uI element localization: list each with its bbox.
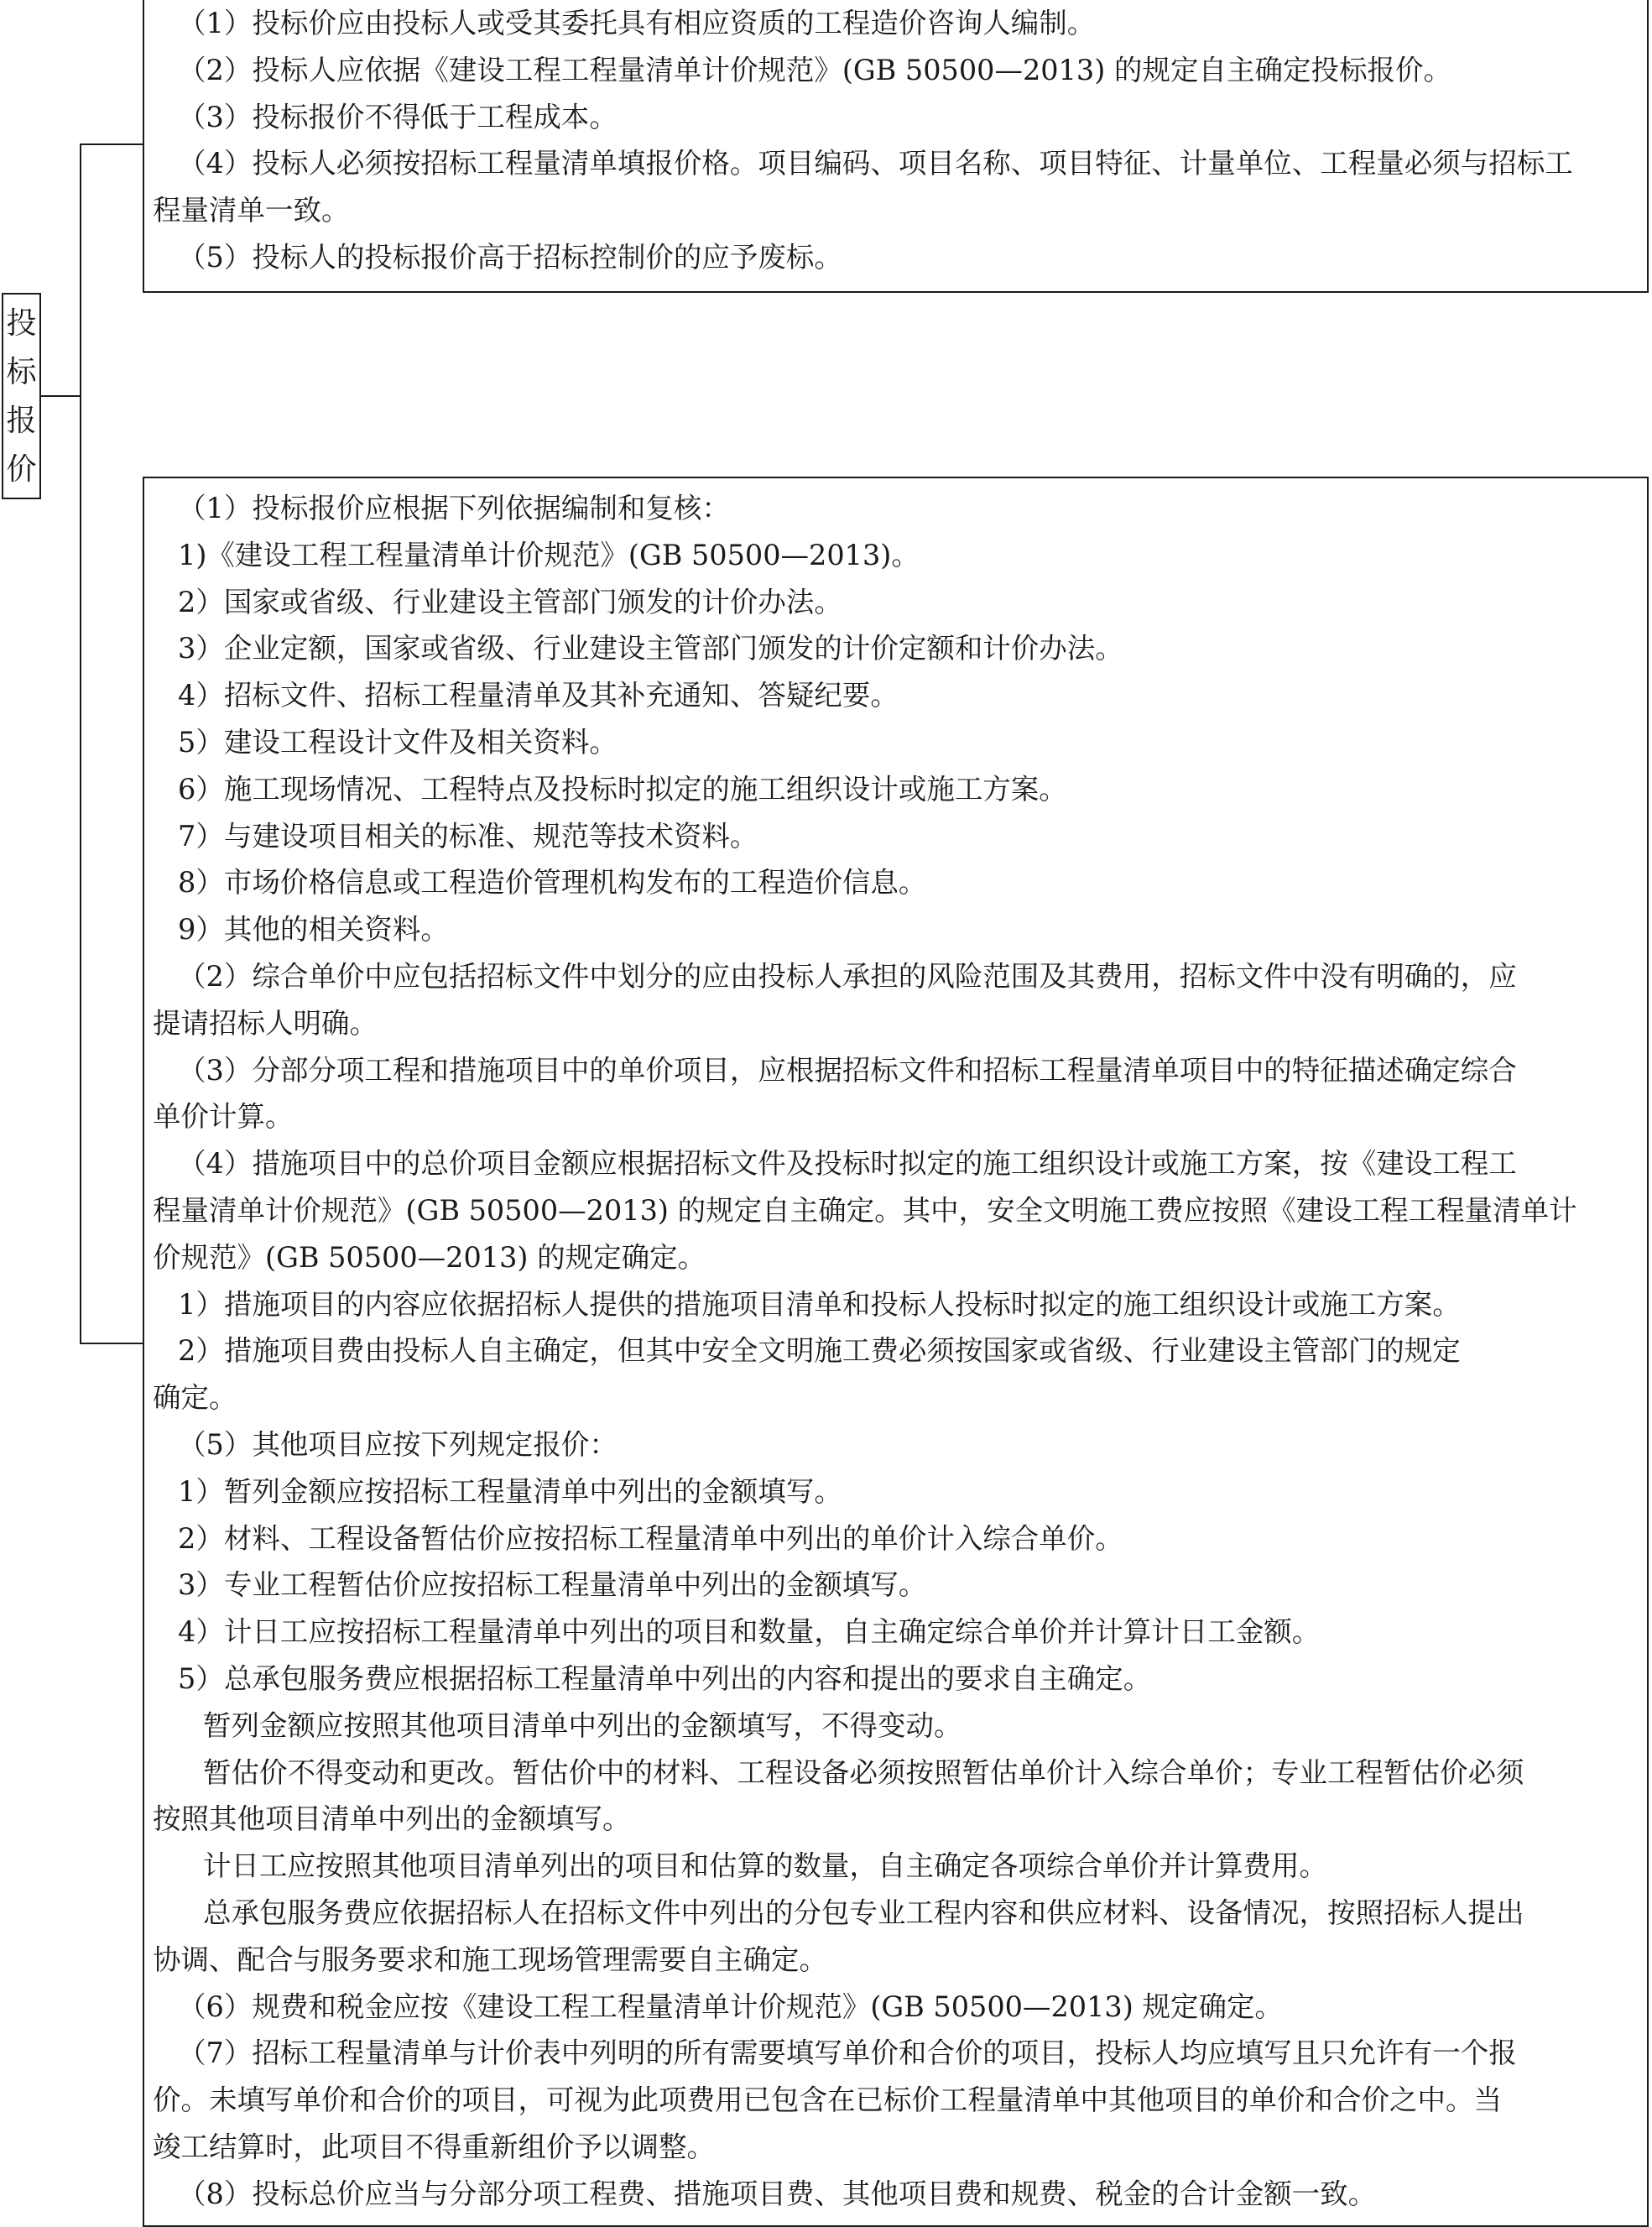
text-line: （2）综合单价中应包括招标文件中划分的应由投标人承担的风险范围及其费用，招标文件中没有明确的，应 [178, 959, 1517, 993]
text-line: 2）措施项目费由投标人自主确定，但其中安全文明施工费必须按国家或省级、行业建设主管部门的规定 [178, 1334, 1461, 1368]
connector-spine [80, 143, 81, 1343]
text-line: （5）其他项目应按下列规定报价： [178, 1427, 618, 1461]
branch-box-requirements [143, 0, 1649, 293]
text-line: 7）与建设项目相关的标准、规范等技术资料。 [178, 819, 758, 853]
text-line: （3）投标报价不得低于工程成本。 [178, 100, 618, 133]
text-line: 1)《建设工程工程量清单计价规范》(GB 50500—2013)。 [178, 538, 920, 571]
text-line: 3）企业定额，国家或省级、行业建设主管部门颁发的计价定额和计价办法。 [178, 632, 1123, 665]
text-line: （1）投标价应由投标人或受其委托具有相应资质的工程造价咨询人编制。 [178, 7, 1096, 39]
text-line: 2）材料、工程设备暂估价应按招标工程量清单中列出的单价计入综合单价。 [178, 1521, 1123, 1555]
connector-branch-bottom [80, 1343, 143, 1344]
text-line: （2）投标人应依据《建设工程工程量清单计价规范》(GB 50500—2013) 的规定自主确定投标报价。 [178, 53, 1451, 86]
text-line: （1）投标报价应根据下列依据编制和复核： [178, 492, 730, 524]
text-line: 计日工应按照其他项目清单列出的项目和估算的数量，自主确定各项综合单价并计算费用。 [203, 1849, 1327, 1883]
text-line: 4）招标文件、招标工程量清单及其补充通知、答疑纪要。 [178, 679, 899, 712]
text-line: （5）投标人的投标报价高于招标控制价的应予废标。 [178, 240, 842, 274]
text-line: 8）市场价格信息或工程造价管理机构发布的工程造价信息。 [178, 866, 927, 900]
text-line: 价。未填写单价和合价的项目，可视为此项费用已包含在已标价工程量清单中其他项目的单价和合价之中。当 [153, 2084, 1502, 2117]
connector-stub [41, 395, 81, 397]
text-line: （8）投标总价应当与分部分项工程费、措施项目费、其他项目费和规费、税金的合计金额一致。 [178, 2177, 1377, 2210]
text-line: （4）措施项目中的总价项目金额应根据招标文件及投标时拟定的施工组织设计或施工方案，按《建设工程工 [178, 1147, 1517, 1181]
text-line: 6）施工现场情况、工程特点及投标时拟定的施工组织设计或施工方案。 [178, 772, 1067, 806]
root-node-tender-price [2, 293, 41, 499]
text-line: 暂估价不得变动和更改。暂估价中的材料、工程设备必须按照暂估单价计入综合单价；专业工程暂估价必须 [203, 1755, 1524, 1789]
text-line: 1）暂列金额应按招标工程量清单中列出的金额填写。 [178, 1474, 842, 1508]
text-line: （4）投标人必须按招标工程量清单填报价格。项目编码、项目名称、项目特征、计量单位、工程量必须与招标工 [178, 147, 1573, 180]
text-line: 程量清单一致。 [153, 194, 350, 227]
text-line: 3）专业工程暂估价应按招标工程量清单中列出的金额填写。 [178, 1568, 927, 1602]
text-line: 总承包服务费应依据招标人在招标文件中列出的分包专业工程内容和供应材料、设备情况，按照招标人提出 [203, 1896, 1524, 1929]
branch-box-basis-and-rules [143, 477, 1649, 2227]
text-line: 竣工结算时，此项目不得重新组价予以调整。 [153, 2130, 715, 2163]
text-line: 程量清单计价规范》(GB 50500—2013) 的规定自主确定。其中，安全文明施工费应按照《建设工程工程量清单计 [153, 1193, 1577, 1227]
text-line: 按照其他项目清单中列出的金额填写。 [153, 1802, 631, 1836]
root-char: 标 [6, 355, 37, 389]
text-line: （3）分部分项工程和措施项目中的单价项目，应根据招标文件和招标工程量清单项目中的特征描述确定综合 [178, 1053, 1517, 1087]
text-line: 1）措施项目的内容应依据招标人提供的措施项目清单和投标人投标时拟定的施工组织设计或施工方案。 [178, 1287, 1461, 1321]
text-line: 提请招标人明确。 [153, 1006, 378, 1040]
text-line: （7）招标工程量清单与计价表中列明的所有需要填写单价和合价的项目，投标人均应填写且只允许有一个报 [178, 2037, 1517, 2070]
text-line: 9）其他的相关资料。 [178, 913, 449, 947]
text-line: 确定。 [153, 1381, 237, 1415]
text-line: 5）总承包服务费应根据招标工程量清单中列出的内容和提出的要求自主确定。 [178, 1661, 1152, 1695]
text-line: 4）计日工应按招标工程量清单中列出的项目和数量，自主确定综合单价并计算计日工金额。 [178, 1615, 1321, 1649]
text-line: 协调、配合与服务要求和施工现场管理需要自主确定。 [153, 1943, 827, 1976]
text-line: 暂列金额应按照其他项目清单中列出的金额填写，不得变动。 [203, 1708, 962, 1742]
text-line: 5）建设工程设计文件及相关资料。 [178, 725, 618, 759]
text-line: 2）国家或省级、行业建设主管部门颁发的计价办法。 [178, 585, 842, 618]
text-line: （6）规费和税金应按《建设工程工程量清单计价规范》(GB 50500—2013) 规定确定。 [178, 1990, 1283, 2023]
text-line: 价规范》(GB 50500—2013) 的规定确定。 [153, 1240, 706, 1274]
root-char: 价 [6, 452, 37, 487]
connector-branch-top [80, 143, 143, 145]
text-line: 单价计算。 [153, 1100, 294, 1134]
root-char: 报 [6, 404, 37, 438]
root-char: 投 [6, 306, 37, 341]
